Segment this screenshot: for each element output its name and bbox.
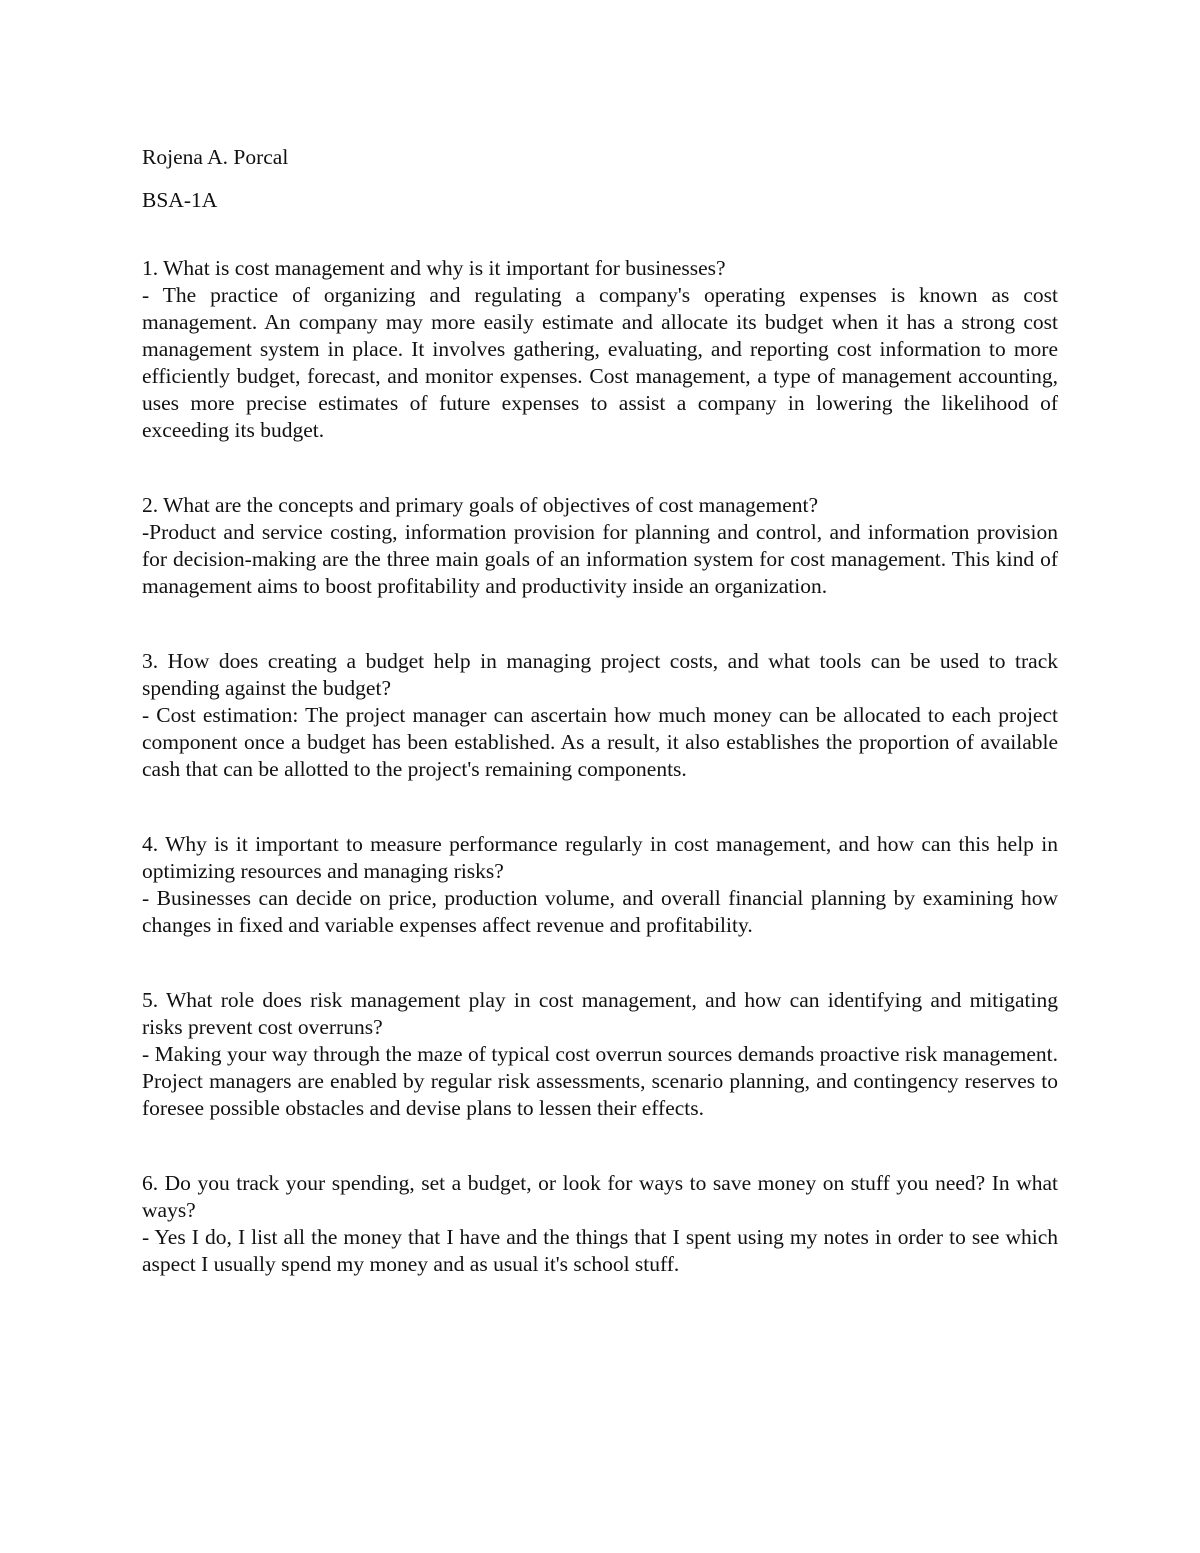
student-section: BSA-1A: [142, 188, 218, 212]
qa-item-3: [142, 648, 1058, 783]
document-body: [142, 140, 1058, 1326]
student-name: Rojena A. Porcal: [142, 145, 289, 169]
qa-item-1: [142, 255, 1058, 444]
question-2: 2. What are the concepts and primary goals of objectives of cost management?: [142, 493, 819, 517]
question-4: 4. Why is it important to measure performance regularly in cost management, and how can this help in optimizing resources and managing risks?: [142, 832, 1058, 883]
answer-3: - Cost estimation: The project manager can ascertain how much money can be allocated to each project component once a budget has been established. As a result, it also establishes the proportion of available cash that can be allotted to the project's remaining components.: [142, 703, 1058, 781]
answer-6: - Yes I do, I list all the money that I have and the things that I spent using my notes in order to see which aspect I usually spend my money and as usual it's school stuff.: [142, 1225, 1058, 1276]
question-6: 6. Do you track your spending, set a budget, or look for ways to save money on stuff you need? In what ways?: [142, 1171, 1058, 1222]
question-5: 5. What role does risk management play in cost management, and how can identifying and mitigating risks prevent cost overruns?: [142, 988, 1058, 1039]
qa-item-6: [142, 1170, 1058, 1278]
question-1: 1. What is cost management and why is it important for businesses?: [142, 256, 726, 280]
qa-item-4: [142, 831, 1058, 939]
answer-2: -Product and service costing, information provision for planning and control, and information provision for decision-making are the three main goals of an information system for cost management. This kind of management aims to boost profitability and productivity inside an organization.: [142, 520, 1058, 598]
question-3: 3. How does creating a budget help in managing project costs, and what tools can be used to track spending against the budget?: [142, 649, 1058, 700]
qa-item-5: [142, 987, 1058, 1122]
answer-4: - Businesses can decide on price, production volume, and overall financial planning by examining how changes in fixed and variable expenses affect revenue and profitability.: [142, 886, 1058, 937]
answer-5: - Making your way through the maze of typical cost overrun sources demands proactive risk management. Project managers are enabled by regular risk assessments, scenario planning, and contingency reserves to foresee possible obstacles and devise plans to lessen their effects.: [142, 1042, 1058, 1120]
qa-item-2: [142, 492, 1058, 600]
answer-1: - The practice of organizing and regulating a company's operating expenses is known as cost management. An company may more easily estimate and allocate its budget when it has a strong cost management system in place. It involves gathering, evaluating, and reporting cost information to more efficiently budget, forecast, and monitor expenses. Cost management, a type of management accounting, uses more precise estimates of future expenses to assist a company in lowering the likelihood of exceeding its budget.: [142, 283, 1058, 442]
